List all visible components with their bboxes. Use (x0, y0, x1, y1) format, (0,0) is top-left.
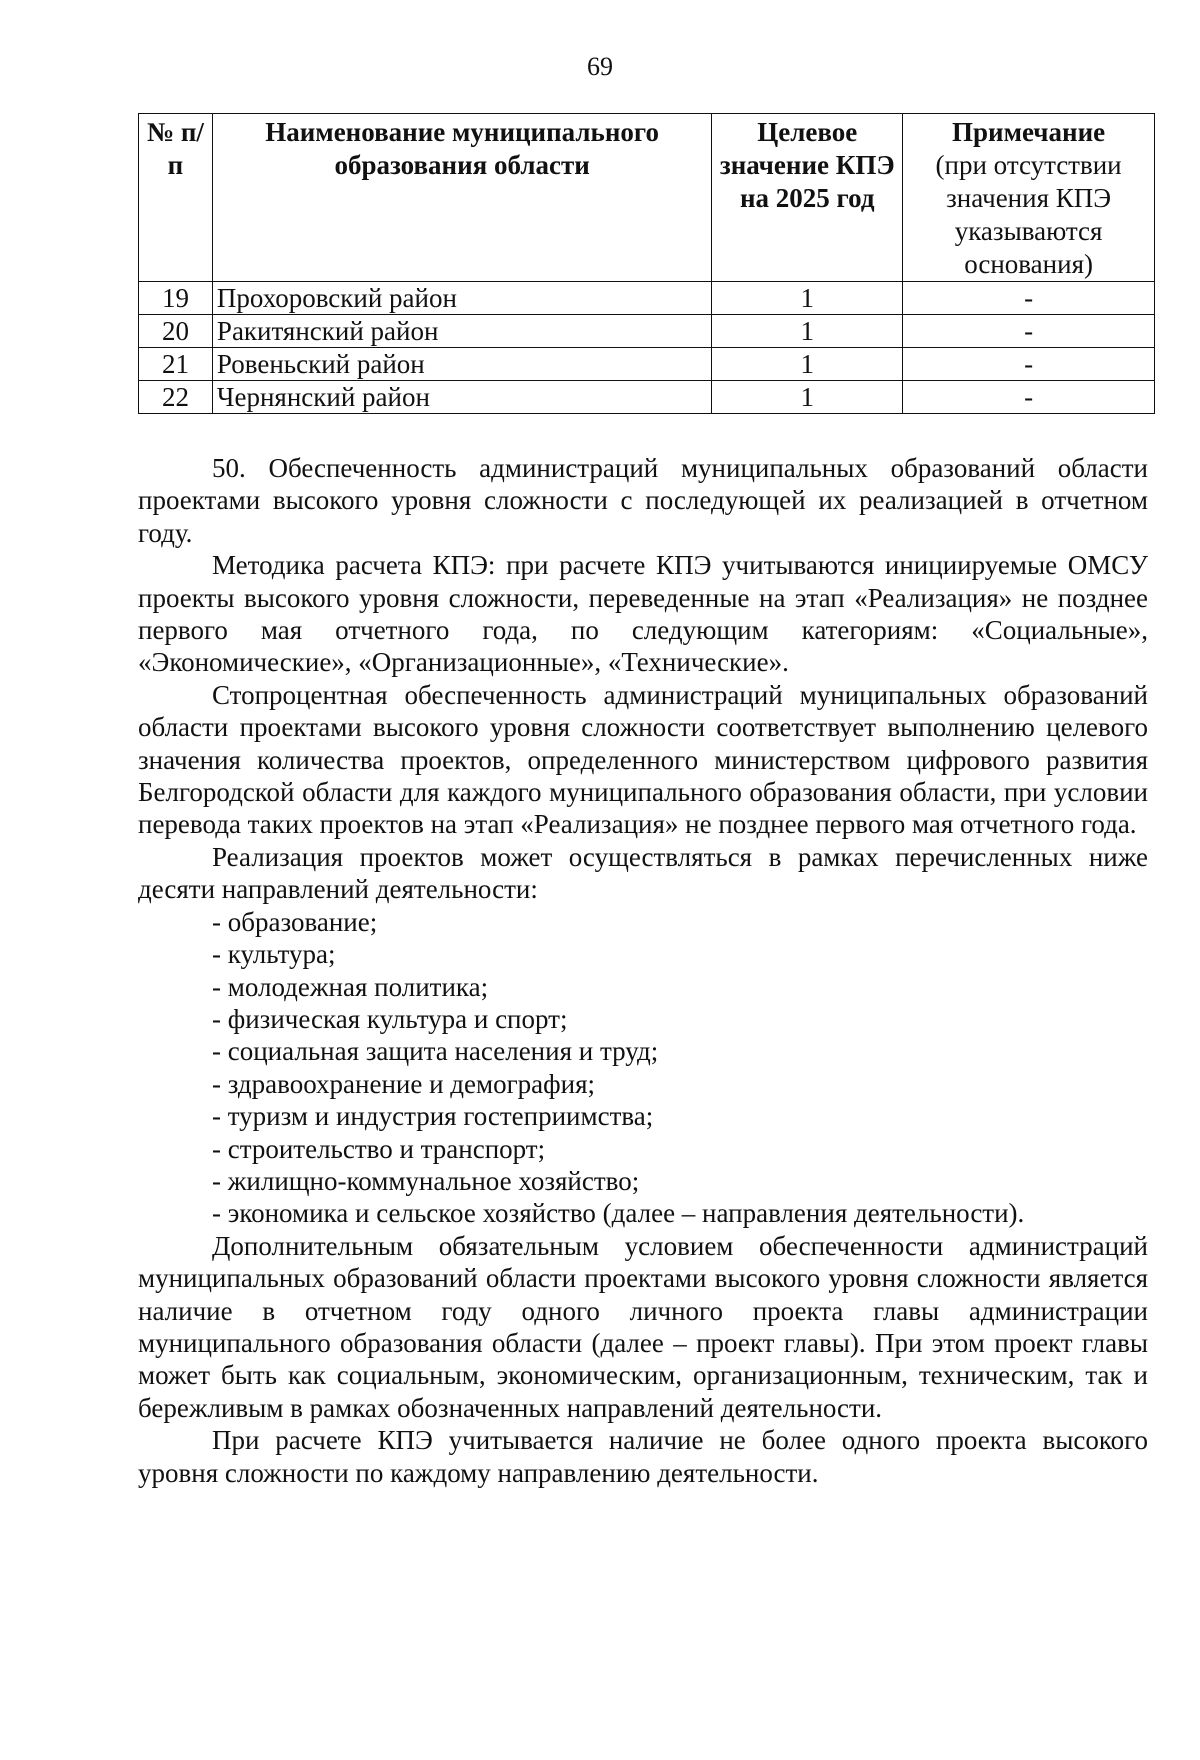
row-value: 1 (712, 282, 903, 315)
list-item: - образование; (212, 906, 378, 937)
row-num: 20 (139, 315, 213, 348)
table-row (139, 315, 1155, 348)
list-item: - культура; (212, 939, 336, 970)
header-note-title: Примечание (952, 117, 1106, 147)
header-num: № п/п (139, 114, 213, 282)
row-note: - (903, 282, 1155, 315)
header-name: Наименование муниципального образования области (212, 114, 711, 282)
list-item: - строительство и транспорт; (212, 1133, 546, 1164)
row-name: Ровеньский район (212, 348, 711, 381)
list-item: - туризм и индустрия гостеприимства; (212, 1101, 654, 1132)
header-target: Целевое значение КПЭ на 2025 год (712, 114, 903, 282)
list-item: - здравоохранение и демография; (212, 1068, 596, 1099)
row-name: Чернянский район (212, 381, 711, 414)
paragraph-calculation-limit: При расчете КПЭ учитывается наличие не более одного проекта высокого уровня сложности по каждому направлению деятельности. (138, 1425, 1148, 1488)
list-item: - жилищно-коммунальное хозяйство; (212, 1165, 640, 1196)
row-name: Ракитянский район (212, 315, 711, 348)
header-note (903, 114, 1155, 282)
row-num: 21 (139, 348, 213, 381)
paragraph-directions-intro: Реализация проектов может осуществляться в рамках перечисленных ниже десяти направлений деятельности: (138, 841, 1148, 905)
row-note: - (903, 348, 1155, 381)
list-item: - экономика и сельское хозяйство (далее – направления деятельности). (212, 1198, 1025, 1229)
paragraph-head-project: Дополнительным обязательным условием обеспеченности администраций муниципальных образований области проектами высокого уровня сложности является наличие в отчетном году одного личного проекта главы администрации муниципального образования области (далее – проект главы). При этом проект главы может быть как социальным, экономическим, организационным, техническим, так и бережливым в рамках обозначенных направлений деятельности. (138, 1230, 1148, 1423)
kpe-table (138, 113, 1155, 414)
row-value: 1 (712, 315, 903, 348)
table-row (139, 381, 1155, 414)
paragraph-full-coverage: Стопроцентная обеспеченность администраций муниципальных образований области проектами высокого уровня сложности соответствует выполнению целевого значения количества проектов, определенного министерством цифрового развития Белгородской области для каждого муниципального образования области, при условии перевода таких проектов на этап «Реализация» не позднее первого мая отчетного года. (138, 679, 1148, 840)
document-body (138, 452, 1148, 1489)
table-header-row (139, 114, 1155, 282)
table-row (139, 348, 1155, 381)
table-row (139, 282, 1155, 315)
row-name: Прохоровский район (212, 282, 711, 315)
list-item: - физическая культура и спорт; (212, 1003, 568, 1034)
page-number: 69 (587, 52, 613, 81)
row-note: - (903, 381, 1155, 414)
paragraph-kpe-50-title: 50. Обеспеченность администраций муниципальных образований области проектами высокого уровня сложности с последующей их реализацией в отчетном году. (138, 453, 1148, 548)
row-num: 22 (139, 381, 213, 414)
list-item: - молодежная политика; (212, 971, 489, 1002)
row-value: 1 (712, 381, 903, 414)
row-num: 19 (139, 282, 213, 315)
list-item: - социальная защита населения и труд; (212, 1036, 659, 1067)
header-note-sub: (при отсутствии значения КПЭ указываются основания) (935, 150, 1122, 279)
paragraph-methodology: Методика расчета КПЭ: при расчете КПЭ учитываются инициируемые ОМСУ проекты высокого уровня сложности, переведенные на этап «Реализация» не позднее первого мая отчетного года, по следующим категориям: «Социальные», «Экономические», «Организационные», «Технические». (138, 550, 1148, 678)
row-note: - (903, 315, 1155, 348)
directions-list (138, 906, 1148, 1230)
row-value: 1 (712, 348, 903, 381)
